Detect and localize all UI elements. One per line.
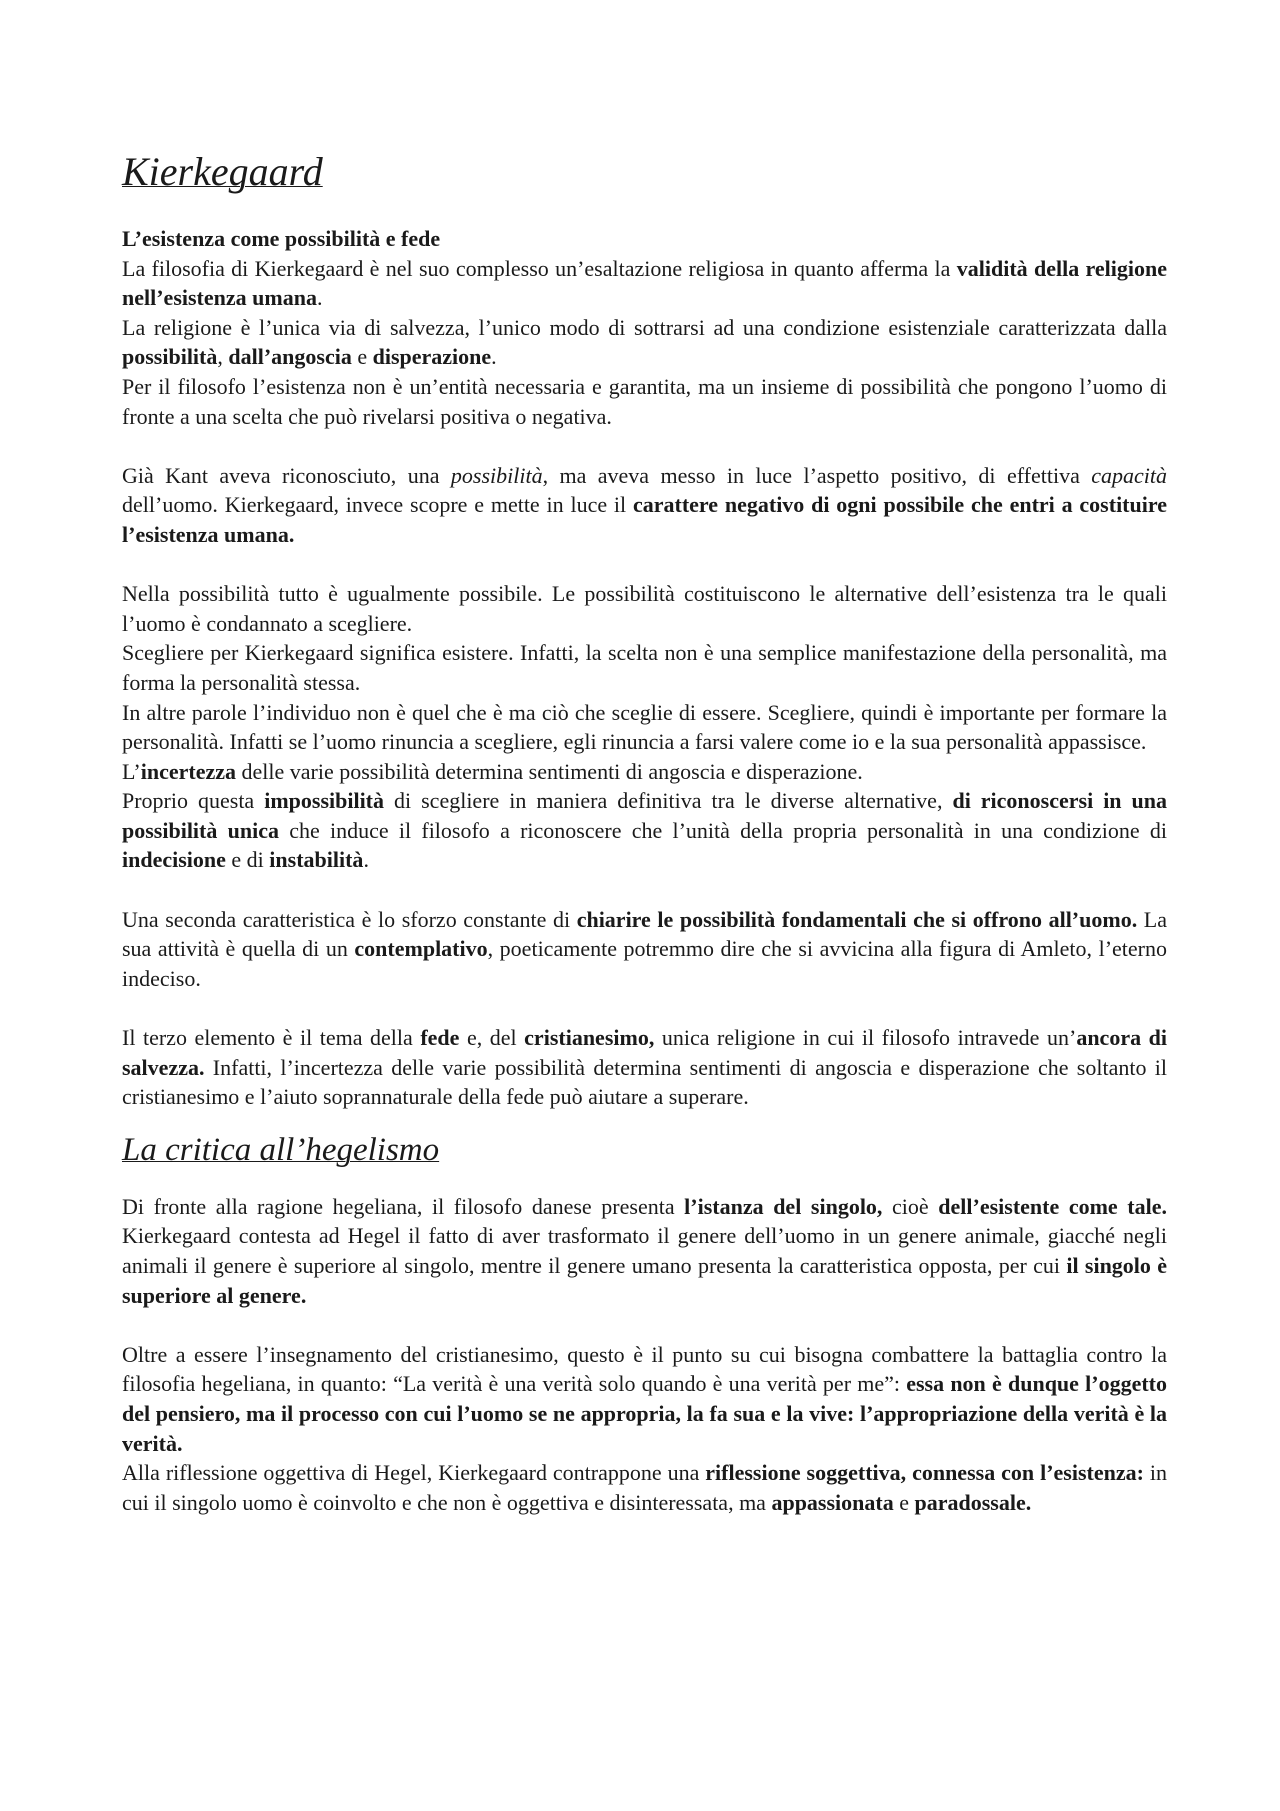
paragraph: Proprio questa impossibilità di scegliere in maniera definitiva tra le diverse alternative, di riconoscersi in una possibilità unica che induce il filosofo a riconoscere che l’unità della propria personalità in una condizione di indecisione e di instabilità. <box>122 788 1168 873</box>
paragraph: Il terzo elemento è il tema della fede e, del cristianesimo, unica religione in cui il filosofo intravede un’ancora di salvezza. Infatti, l’incertezza delle varie possibilità determina sentimenti di angoscia e disperazione che soltanto il cristianesimo e l’aiuto soprannaturale della fede può aiutare a superare. <box>122 1025 1167 1110</box>
paragraph: L’incertezza delle varie possibilità determina sentimenti di angoscia e disperazione. <box>122 758 863 784</box>
paragraph: Di fronte alla ragione hegeliana, il filosofo danese presenta l’istanza del singolo, cioè dell’esistente come tale. Kierkegaard contesta ad Hegel il fatto di aver trasformato il genere dell’uomo in un genere animale, giacché negli animali il genere è superiore al singolo, mentre il genere umano presenta la caratteristica opposta, per cui il singolo è superiore al genere. <box>122 1193 1167 1308</box>
page-title: Kierkegaard <box>122 149 323 194</box>
paragraph: Una seconda caratteristica è lo sforzo constante di chiarire le possibilità fondamentali che si offrono all’uomo. La sua attività è quella di un contemplativo, poeticamente potremmo dire che si avvicina alla figura di Amleto, l’eterno indeciso. <box>122 906 1168 991</box>
paragraph: Già Kant aveva riconosciuto, una possibilità, ma aveva messo in luce l’aspetto positivo, di effettiva capacità dell’uomo. Kierkegaard, invece scopre e mette in luce il carattere negativo di ogni possibile che entri a costituire l’esistenza umana. <box>122 462 1168 547</box>
paragraph: La religione è l’unica via di salvezza, l’unico modo di sottrarsi ad una condizione esistenziale caratterizzata dalla possibilità, dall’angoscia e disperazione. <box>122 314 1167 370</box>
paragraph: Alla riflessione oggettiva di Hegel, Kierkegaard contrappone una riflessione soggettiva, connessa con l’esistenza: in cui il singolo uomo è coinvolto e che non è oggettiva e disinteressata, ma appassionata e paradossale. <box>122 1460 1167 1515</box>
document-page <box>122 148 1167 1517</box>
paragraph: Per il filosofo l’esistenza non è un’entità necessaria e garantita, ma un insieme di possibilità che pongono l’uomo di fronte a una scelta che può rivelarsi positiva o negativa. <box>122 373 1167 429</box>
paragraph: Scegliere per Kierkegaard significa esistere. Infatti, la scelta non è una semplice manifestazione della personalità, ma forma la personalità stessa. <box>122 640 1167 695</box>
paragraph: Oltre a essere l’insegnamento del cristianesimo, questo è il punto su cui bisogna combattere la battaglia contro la filosofia hegeliana, in quanto: “La verità è una verità solo quando è una verità per me”: essa non è dunque l’oggetto del pensiero, ma il processo con cui l’uomo se ne appropria, la fa sua e la vive: l’appropriazione della verità è la verità. <box>122 1341 1168 1456</box>
paragraph: La filosofia di Kierkegaard è nel suo complesso un’esaltazione religiosa in quanto afferma la validità della religione nell’esistenza umana. <box>122 255 1168 311</box>
paragraph: Nella possibilità tutto è ugualmente possibile. Le possibilità costituiscono le alternative dell’esistenza tra le quali l’uomo è condannato a scegliere. <box>122 581 1167 636</box>
section-title: La critica all’hegelismo <box>122 1131 440 1168</box>
paragraph: In altre parole l’individuo non è quel che è ma ciò che sceglie di essere. Scegliere, quindi è importante per formare la personalità. Infatti se l’uomo rinuncia a scegliere, egli rinuncia a farsi valere come io e la sua personalità appassisce. <box>122 699 1167 755</box>
section-subtitle: L’esistenza come possibilità e fede <box>122 226 441 251</box>
